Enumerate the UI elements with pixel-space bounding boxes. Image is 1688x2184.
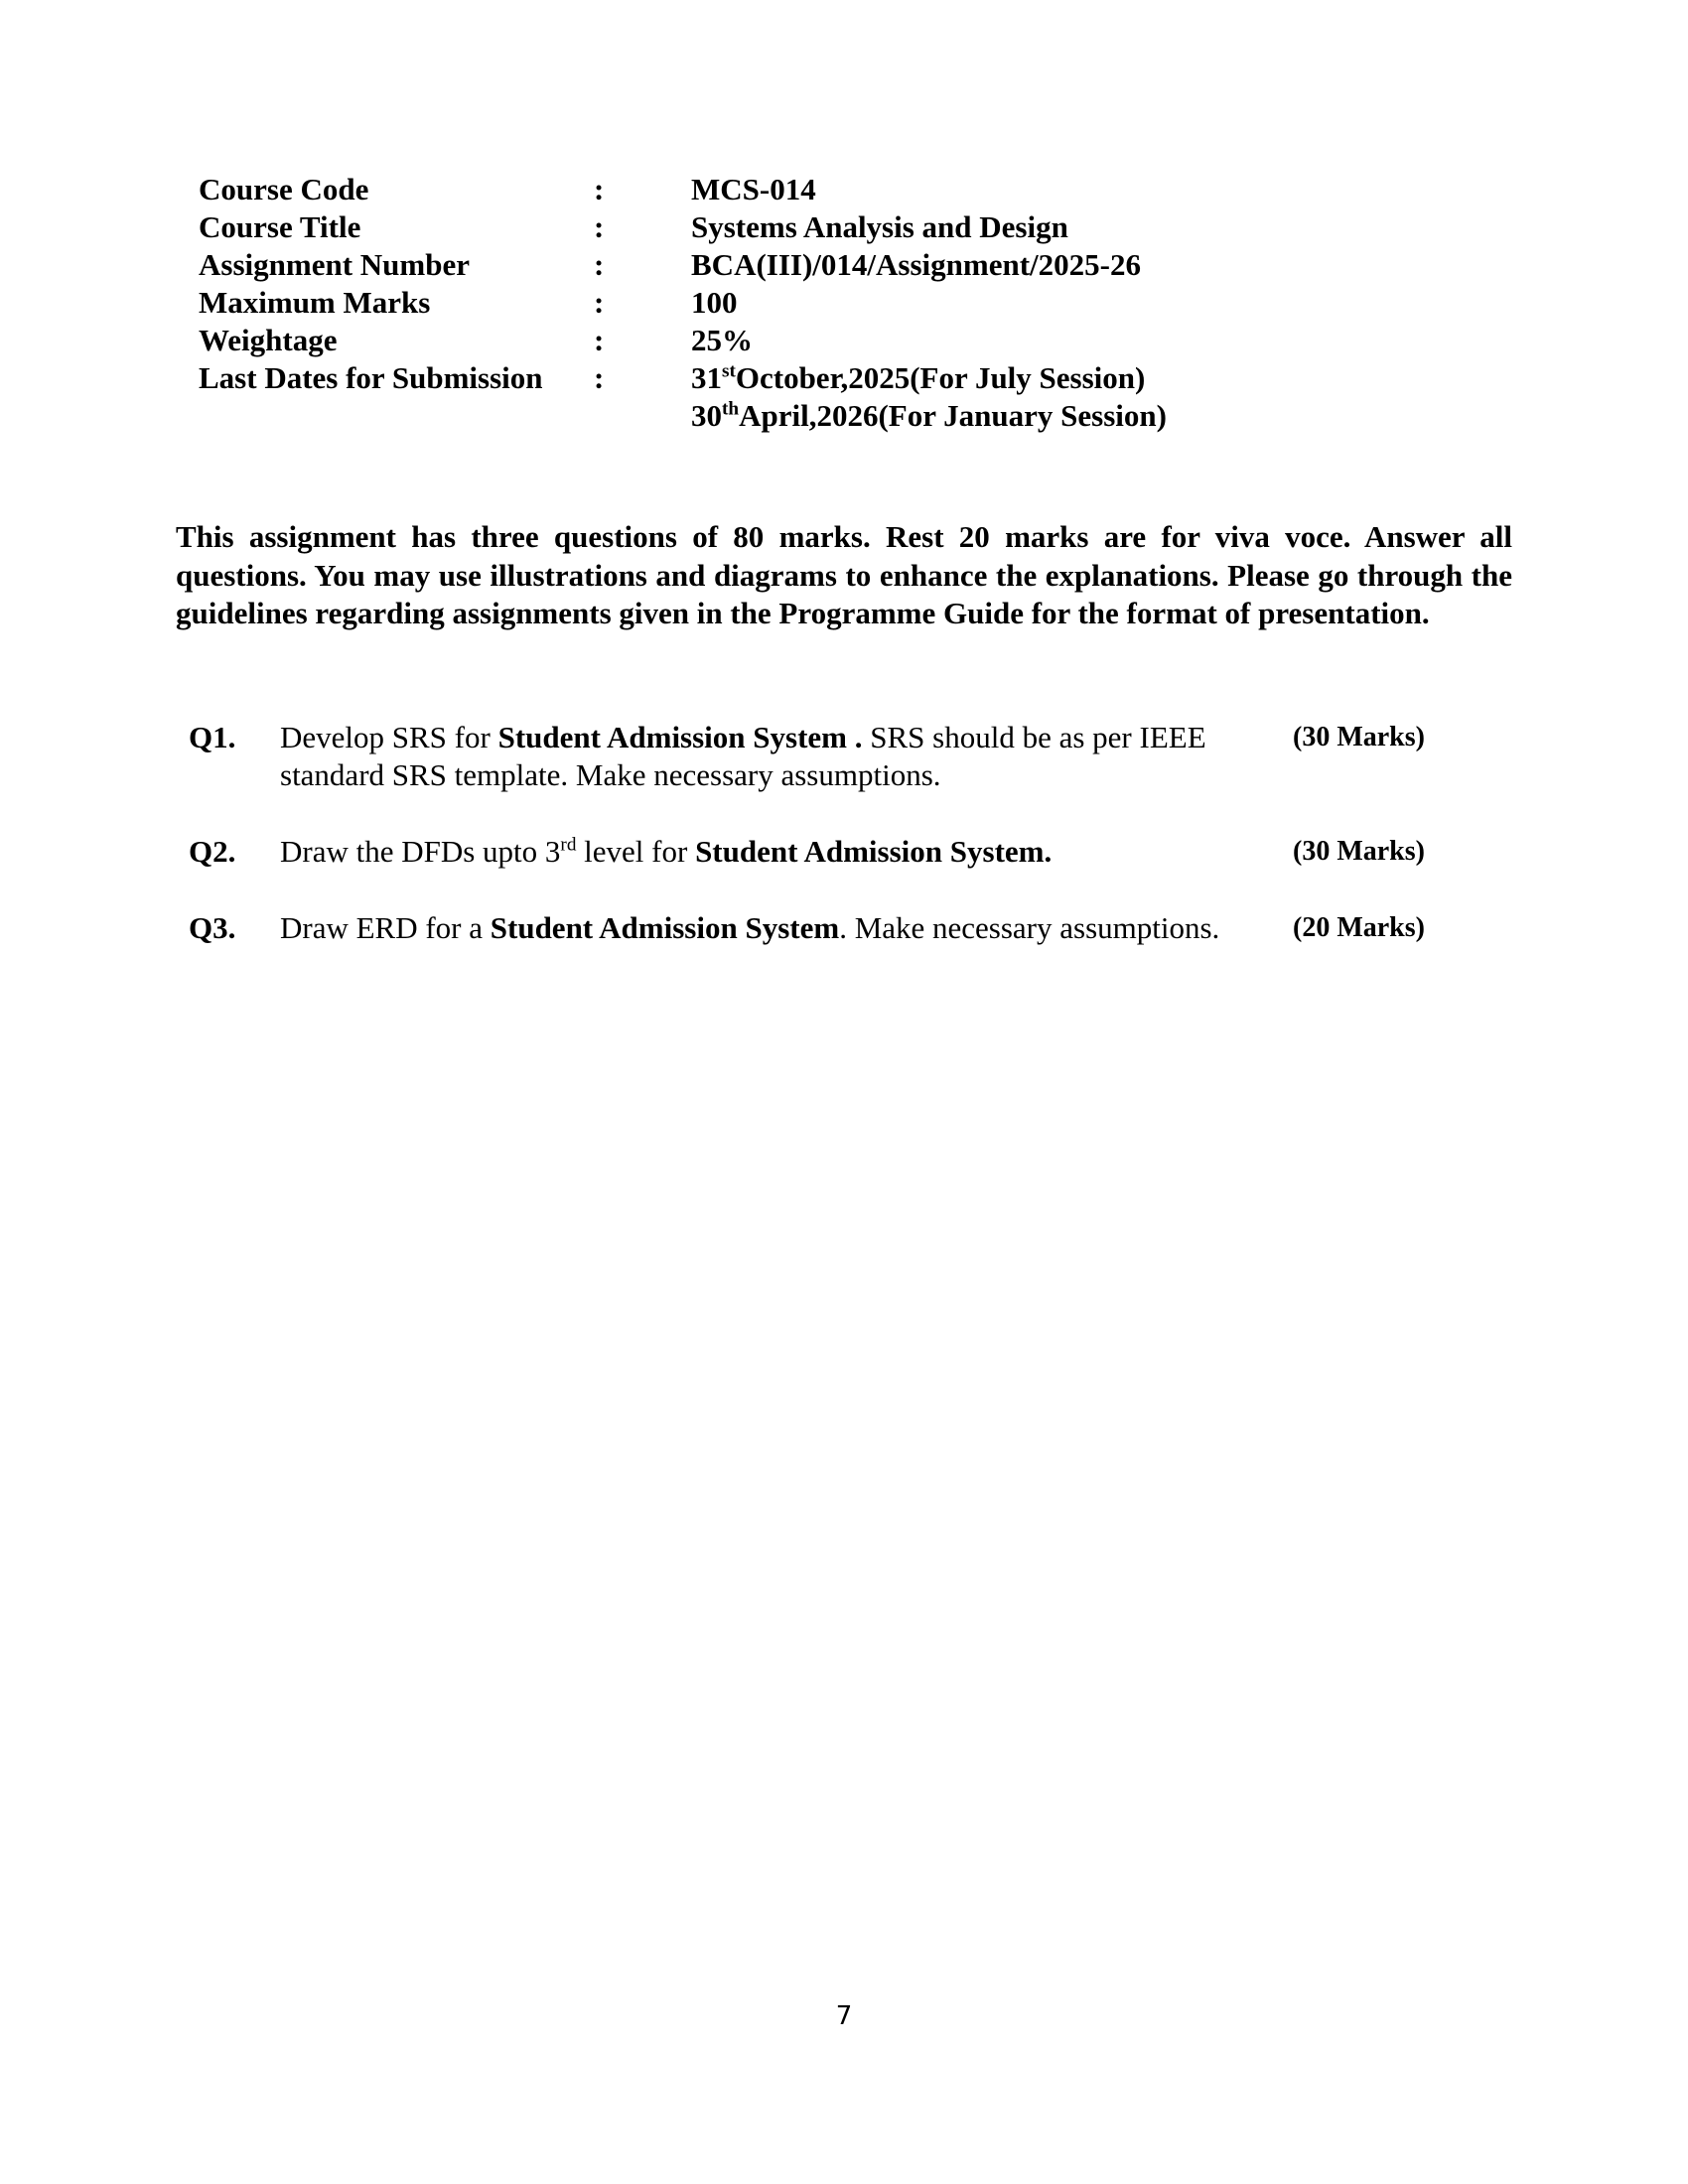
question-2-text: [280, 833, 1277, 871]
course-title-value: Systems Analysis and Design: [691, 209, 1068, 244]
last-dates-colon: :: [594, 360, 605, 395]
last-dates-label: Last Dates for Submission: [199, 360, 543, 395]
question-1-text-before: Develop SRS for: [280, 720, 498, 754]
question-2-superscript: rd: [560, 834, 577, 856]
course-code-colon: :: [594, 172, 605, 206]
course-title-label: Course Title: [199, 209, 361, 244]
maximum-marks-colon: :: [594, 285, 605, 320]
july-day: 31: [691, 360, 722, 395]
question-2: [189, 833, 1499, 871]
assignment-number-label: Assignment Number: [199, 247, 470, 282]
question-3-text: [280, 909, 1277, 947]
question-1-bold-text: Student Admission System .: [497, 720, 863, 754]
course-code-label: Course Code: [199, 172, 369, 206]
weightage-label: Weightage: [199, 323, 338, 357]
question-3-bold-text: Student Admission System: [490, 910, 840, 945]
july-session-date: [691, 359, 1145, 397]
question-2-marks: (30 Marks): [1293, 836, 1425, 867]
course-info-table: [199, 171, 1291, 435]
question-3-marks: (20 Marks): [1293, 912, 1425, 943]
course-title-row: [199, 208, 1291, 246]
weightage-value: 25%: [691, 323, 753, 357]
page-number: 7: [835, 2001, 853, 2031]
assignment-instructions: This assignment has three questions of 80 marks. Rest 20 marks are for viva voce. Answer all questions. You may use illustrations and diagrams to enhance the explanations. Please go through the guidelines regarding assignments given in the Programme Guide for the format of presentation.: [176, 519, 1512, 630]
question-1-marks: (30 Marks): [1293, 722, 1425, 752]
july-date-rest: October,2025(For July Session): [735, 360, 1146, 395]
course-title-colon: :: [594, 209, 605, 244]
question-1-text: [280, 719, 1277, 794]
last-dates-row: [199, 359, 1291, 397]
weightage-row: [199, 322, 1291, 359]
question-1-number: Q1.: [189, 720, 236, 754]
course-code-row: [199, 171, 1291, 208]
question-3-text-before: Draw ERD for a: [280, 910, 491, 945]
question-2-number: Q2.: [189, 834, 236, 869]
course-code-value: MCS-014: [691, 172, 816, 206]
january-day: 30: [691, 398, 722, 433]
assignment-number-row: [199, 246, 1291, 284]
question-2-bold-text: Student Admission System.: [695, 834, 1053, 869]
question-3-text-after: . Make necessary assumptions.: [839, 910, 1220, 945]
maximum-marks-value: 100: [691, 285, 738, 320]
last-dates-row-continued: [199, 397, 1291, 435]
july-day-suffix: st: [722, 360, 736, 382]
question-2-text-mid: level for: [576, 834, 696, 869]
maximum-marks-row: [199, 284, 1291, 322]
question-2-text-before: Draw the DFDs upto 3: [280, 834, 561, 869]
question-1-text-after: SRS should be as per IEEE standard SRS template. Make necessary assumptions.: [280, 720, 1206, 792]
question-1: [189, 719, 1499, 794]
question-3-number: Q3.: [189, 910, 236, 945]
assignment-number-value: BCA(III)/014/Assignment/2025-26: [691, 247, 1141, 282]
question-3: [189, 909, 1499, 947]
maximum-marks-label: Maximum Marks: [199, 285, 431, 320]
january-day-suffix: th: [722, 398, 740, 420]
assignment-number-colon: :: [594, 247, 605, 282]
question-list: [189, 719, 1499, 947]
january-session-date: [691, 397, 1167, 435]
january-date-rest: April,2026(For January Session): [739, 398, 1167, 433]
weightage-colon: :: [594, 323, 605, 357]
